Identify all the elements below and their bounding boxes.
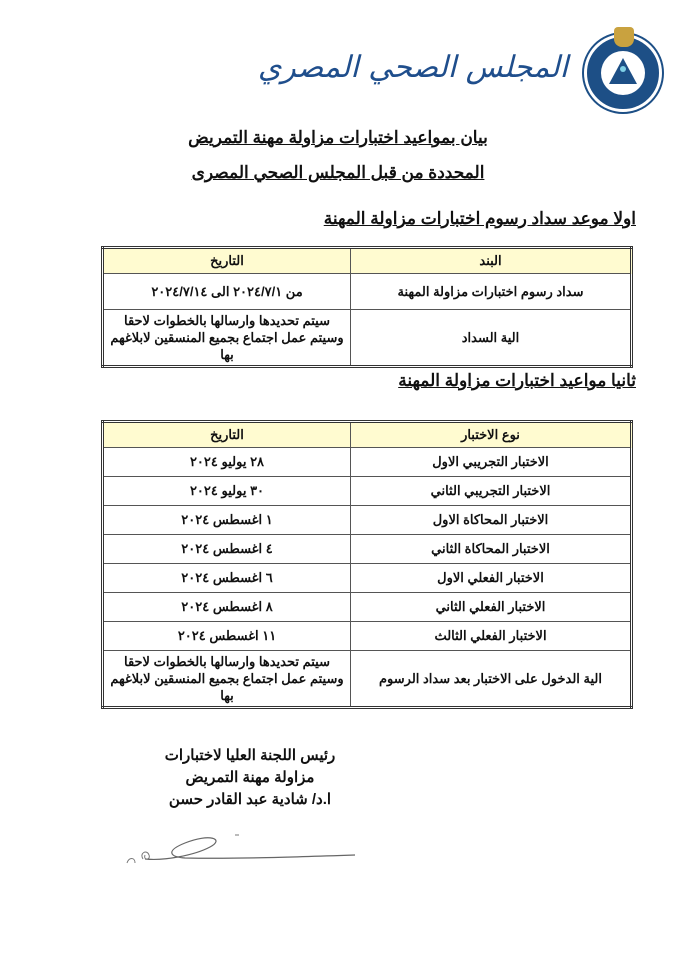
document-title: بيان بمواعيد اختبارات مزاولة مهنة التمريض (188, 128, 488, 147)
table-row (103, 535, 632, 564)
type-cell: الاختبار التجريبي الاول (351, 448, 632, 477)
handwritten-signature (115, 825, 365, 875)
header-logo (257, 22, 668, 112)
date-cell (103, 651, 351, 708)
date-cell: ٢٨ يوليو ٢٠٢٤ (103, 448, 351, 477)
table-row (103, 310, 632, 367)
table-row (103, 506, 632, 535)
date-cell (103, 310, 351, 367)
organization-name: المجلس الصحي المصري (257, 50, 568, 85)
item-cell: الية السداد (351, 310, 632, 367)
type-cell: الاختبار المحاكاة الثاني (351, 535, 632, 564)
column-header-type: نوع الاختبار (351, 422, 632, 448)
eagle-icon (614, 27, 634, 47)
signatory-title: رئيس اللجنة العليا لاختبارات (164, 747, 336, 764)
table-row (103, 622, 632, 651)
table-row (103, 477, 632, 506)
table-row (103, 564, 632, 593)
date-cell: ٦ اغسطس ٢٠٢٤ (103, 564, 351, 593)
date-cell: ١ اغسطس ٢٠٢٤ (103, 506, 351, 535)
date-cell: ٣٠ يوليو ٢٠٢٤ (103, 477, 351, 506)
column-header-item: البند (351, 248, 632, 274)
table-header-row (103, 248, 632, 274)
date-line: وسيتم عمل اجتماع بجميع المنسقين لابلاغهم بها (110, 671, 344, 703)
column-header-date: التاريخ (103, 248, 351, 274)
date-cell: من ٢٠٢٤/٧/١ الى ٢٠٢٤/٧/١٤ (103, 274, 351, 310)
section1-heading: اولا موعد سداد رسوم اختبارات مزاولة المهنة (323, 209, 636, 228)
table-row (103, 651, 632, 708)
type-cell: الاختبار الفعلي الاول (351, 564, 632, 593)
date-line: سيتم تحديدها وارسالها بالخطوات لاحقا (123, 313, 330, 328)
exam-schedule-table (101, 420, 633, 709)
type-cell: الاختبار التجريبي الثاني (351, 477, 632, 506)
date-cell: ٤ اغسطس ٢٠٢٤ (103, 535, 351, 564)
council-emblem-icon (584, 34, 662, 112)
item-cell: سداد رسوم اختبارات مزاولة المهنة (351, 274, 632, 310)
type-cell: الاختبار الفعلي الثالث (351, 622, 632, 651)
signatory-subtitle: مزاولة مهنة التمريض (185, 769, 315, 786)
document-subtitle: المحددة من قبل المجلس الصحي المصرى (191, 163, 485, 182)
fees-table (101, 246, 633, 368)
date-line: وسيتم عمل اجتماع بجميع المنسقين لابلاغهم بها (110, 330, 344, 362)
section2-heading: ثانيا مواعيد اختبارات مزاولة المهنة (398, 371, 636, 390)
date-cell: ٨ اغسطس ٢٠٢٤ (103, 593, 351, 622)
date-cell: ١١ اغسطس ٢٠٢٤ (103, 622, 351, 651)
table-row (103, 448, 632, 477)
signatory-block (150, 745, 350, 811)
table-row (103, 274, 632, 310)
type-cell: الاختبار المحاكاة الاول (351, 506, 632, 535)
table-row (103, 593, 632, 622)
table-header-row (103, 422, 632, 448)
signatory-name: ا.د/ شادية عبد القادر حسن (168, 791, 332, 808)
column-header-date: التاريخ (103, 422, 351, 448)
type-cell: الاختبار الفعلي الثاني (351, 593, 632, 622)
type-cell: الية الدخول على الاختبار بعد سداد الرسوم (351, 651, 632, 708)
date-line: سيتم تحديدها وارسالها بالخطوات لاحقا (123, 654, 330, 669)
